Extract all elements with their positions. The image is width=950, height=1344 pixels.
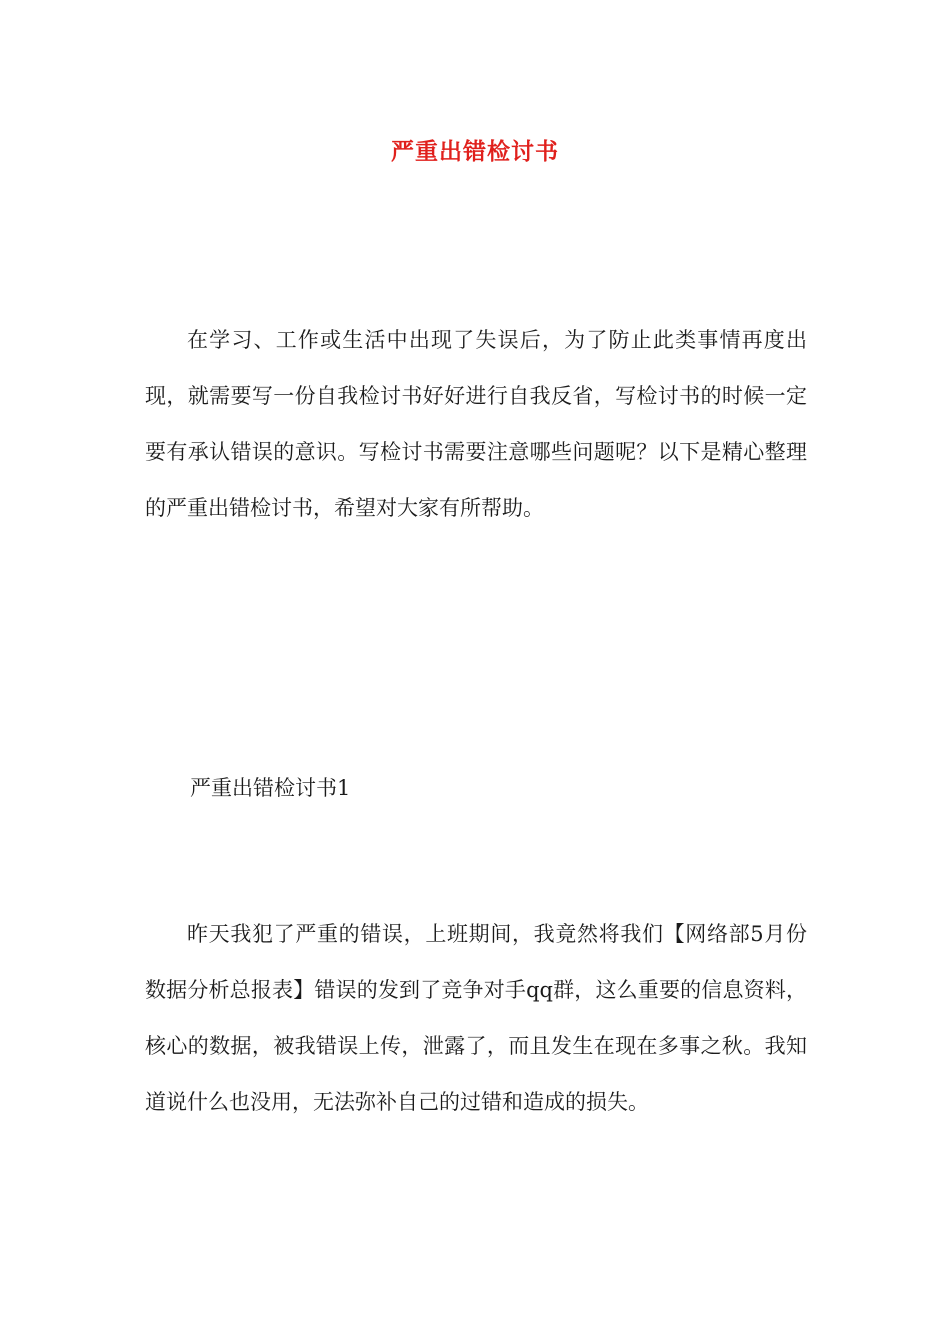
intro-paragraph: 在学习、工作或生活中出现了失误后，为了防止此类事情再度出现，就需要写一份自我检讨书好好进行自我反省，写检讨书的时候一定要有承认错误的意识。写检讨书需要注意哪些问题呢？以下是精心整理的严重出错检讨书，希望对大家有所帮助。 <box>145 328 807 520</box>
section-body-paragraph: 昨天我犯了严重的错误，上班期间，我竟然将我们【网络部5月份数据分析总报表】错误的发到了竞争对手qq群，这么重要的信息资料，核心的数据，被我错误上传，泄露了，而且发生在现在多事之秋。我知道说什么也没用，无法弥补自己的过错和造成的损失。 <box>145 922 807 1114</box>
document-title: 严重出错检讨书 <box>391 138 559 165</box>
section-heading: 严重出错检讨书1 <box>190 776 351 800</box>
